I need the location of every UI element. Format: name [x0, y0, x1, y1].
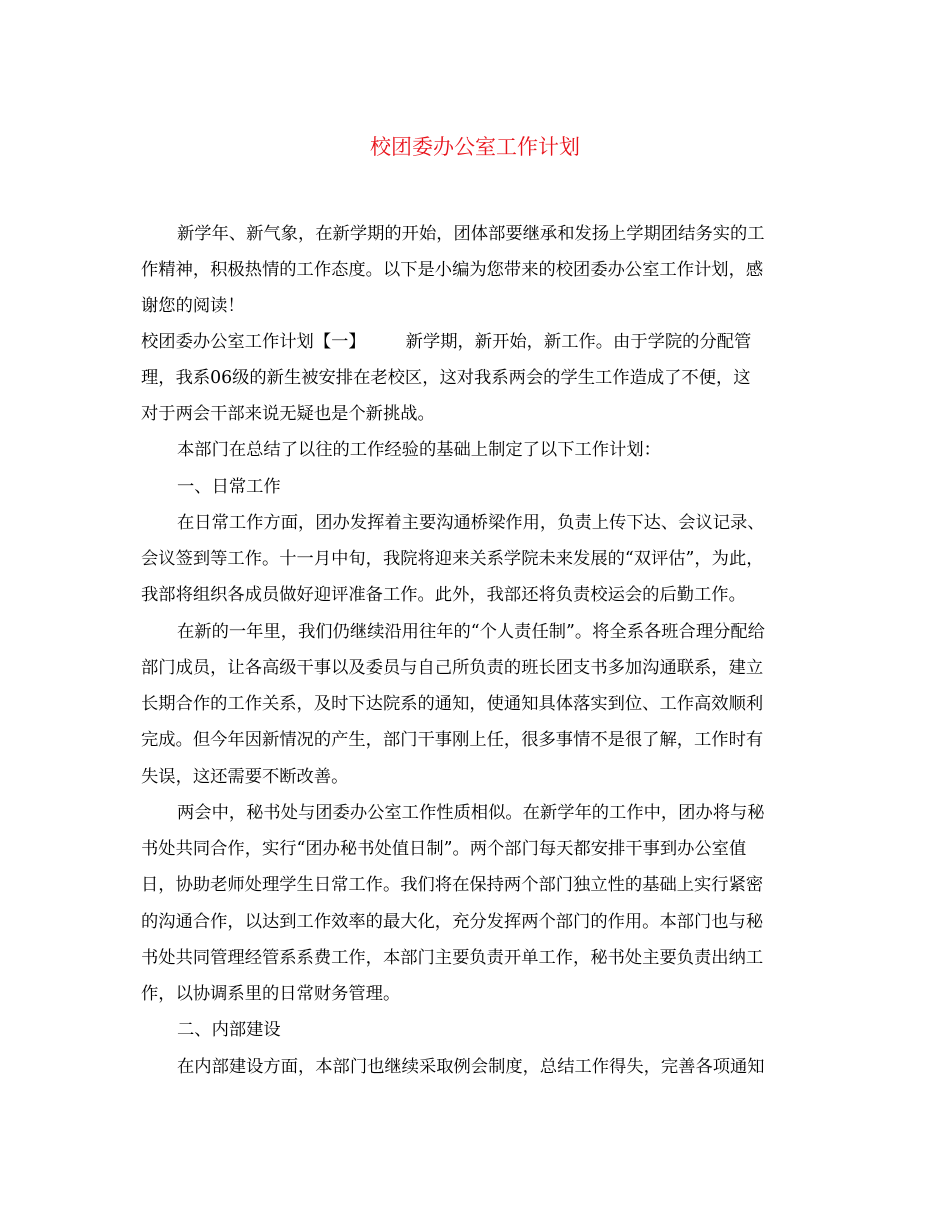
paragraph-line: 书处共同合作，实行“团办秘书处值日制”。两个部门每天都安排干事到办公室值 [141, 839, 747, 859]
paragraph-line: 新学年、新气象，在新学期的开始，团体部要继承和发扬上学期团结务实的工 [177, 224, 765, 244]
paragraph-line: 日，协助老师处理学生日常工作。我们将在保持两个部门独立性的基础上实行紧密 [141, 875, 764, 895]
paragraph-line: 本部门在总结了以往的工作经验的基础上制定了以下工作计划： [177, 440, 661, 460]
paragraph-line: 在内部建设方面，本部门也继续采取例会制度，总结工作得失，完善各项通知 [177, 1057, 765, 1077]
paragraph-line: 我部将组织各成员做好迎评准备工作。此外，我部还将负责校运会的后勤工作。 [141, 585, 746, 605]
paragraph-line: 作精神，积极热情的工作态度。以下是小编为您带来的校团委办公室工作计划，感 [141, 260, 764, 280]
paragraph-line: 长期合作的工作关系，及时下达院系的通知，使通知具体落实到位、工作高效顺利 [141, 694, 764, 714]
paragraph-line: 书处共同管理经管系系费工作，本部门主要负责开单工作，秘书处主要负责出纳工 [141, 948, 764, 968]
document-title: 校团委办公室工作计划 [370, 135, 580, 159]
paragraph-line: 谢您的阅读！ [141, 296, 245, 316]
paragraph-line: 的沟通合作，以达到工作效率的最大化，充分发挥两个部门的作用。本部门也与秘 [141, 912, 764, 932]
paragraph-line: 作，以协调系里的日常财务管理。 [141, 984, 401, 1004]
paragraph-line: 两会中，秘书处与团委办公室工作性质相似。在新学年的工作中，团办将与秘 [177, 803, 765, 823]
paragraph-text: 新学期，新开始，新工作。由于学院的分配管 [405, 332, 752, 352]
section-heading-line [141, 328, 751, 356]
paragraph-line: 在日常工作方面，团办发挥着主要沟通桥梁作用，负责上传下达、会议记录、 [177, 513, 765, 533]
paragraph-line: 理，我系06级的新生被安排在老校区，这对我系两会的学生工作造成了不便，这 [141, 368, 751, 388]
paragraph-line: 部门成员，让各高级干事以及委员与自己所负责的班长团支书多加沟通联系，建立 [141, 658, 764, 678]
section-heading: 二、内部建设 [177, 1020, 281, 1040]
paragraph-line: 在新的一年里，我们仍继续沿用往年的“个人责任制”。将全系各班合理分配给 [177, 622, 765, 642]
section-heading: 校团委办公室工作计划【一】 [141, 332, 366, 352]
section-heading: 一、日常工作 [177, 477, 281, 497]
paragraph-line: 对于两会干部来说无疑也是个新挑战。 [141, 404, 435, 424]
paragraph-line: 完成。但今年因新情况的产生，部门干事刚上任，很多事情不是很了解，工作时有 [141, 730, 764, 750]
paragraph-line: 会议签到等工作。十一月中旬，我院将迎来关系学院未来发展的“双评估”，为此， [141, 549, 764, 569]
paragraph-line: 失误，这还需要不断改善。 [141, 767, 349, 787]
